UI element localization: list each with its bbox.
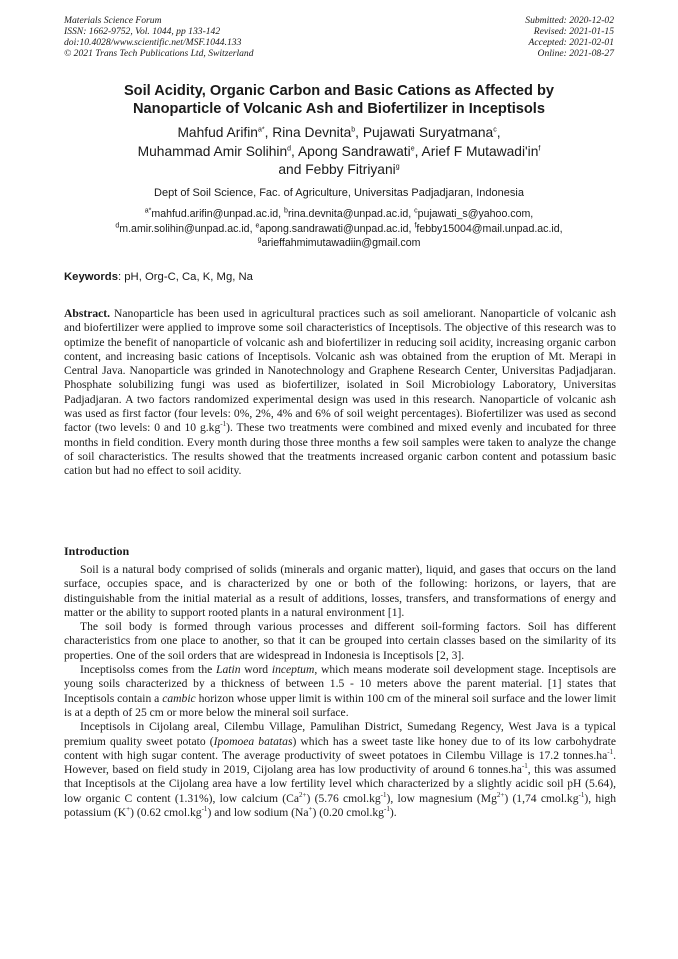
superscript: -1 — [607, 748, 614, 756]
paragraph: Soil is a natural body comprised of solids (minerals and organic matter), liquid, and gases that occurs on the land surface, occupies space, and is characterized by one or both of the following: horizons, or layers, that are distinguishable from the initial material as a result of additions, losses, transfers, and transformations of energy and matter or the ability to support rooted plants in a natural environment [1]. — [64, 563, 616, 619]
email-mark: b — [284, 207, 288, 215]
paragraph — [64, 720, 616, 820]
keywords-label: Keywords — [64, 271, 118, 283]
text-run: word — [240, 663, 272, 677]
superscript: -1 — [380, 790, 387, 799]
email-mark: e — [255, 221, 260, 229]
abstract-text: ). These two treatments were combined and mixed evenly and incubated for three months in field condition. Every month during those three months a few soil samples were taken to analyze the change of soil characteristics. The results showed that the treatments increased organic carbon content and potassium basic cation but had no effect to soil acidity. — [64, 421, 617, 478]
email-mark: c — [414, 207, 418, 215]
superscript: + — [308, 805, 313, 814]
paper-title — [40, 82, 638, 118]
author-mark: c — [493, 126, 497, 134]
email-line-3 — [40, 236, 638, 251]
date-online: Online: 2021-08-27 — [537, 48, 614, 59]
email-address[interactable]: apong.sandrawati@unpad.ac.id — [259, 222, 409, 235]
journal-name: Materials Science Forum — [64, 15, 162, 26]
author-mark: f — [538, 144, 541, 152]
journal-copyright: © 2021 Trans Tech Publications Ltd, Switzerland — [64, 48, 254, 59]
text-run: horizon whose upper limit is within 100 cm of the mineral soil surface and the lower limit is at a depth of 25 cm or more below the mineral soil surface. — [64, 691, 616, 719]
superscript: 2+ — [299, 790, 307, 799]
text-run: Inceptisols in Cijolang areal, Cilembu Village, Pamulihan District, Sumedang Regency, West Java is a typical premium quality sweet potato ( — [64, 720, 616, 748]
superscript: -1 — [201, 805, 208, 814]
email-address[interactable]: m.amir.solihin@unpad.ac.id — [119, 222, 250, 235]
text-run: Inceptisolss comes from the — [80, 663, 217, 677]
author-name: Rina Devnita — [272, 125, 352, 140]
author-name: Muhammad Amir Solihin — [137, 143, 288, 159]
author-separator: , — [355, 125, 363, 140]
author-mark: g — [395, 163, 400, 171]
abstract-text: Nanoparticle has been used in agricultural practices such as soil ameliorant. Nanoparticle of volcanic ash and biofertilizer were applied to improve some soil characteristics of Inceptisols. The objective of this research was to optimize the benefit of nanoparticle of volcanic ash and biofertilizer in reducing soil acidity, increasing organic carbon content, and increasing basic cations of Inceptisols. Volcanic ash was obtained from the eruption of Mt. Merapi in Central Java. Nanoparticle was grinded in Nanotechnology and Graphene Research Center, Universitas Padjadjaran. Phosphate solubilizing fungi was used as biofertilizer, isolated in Soil Microbiology Laboratory, Universitas Padjadjaran. A two factors randomized experimental design was used in this research. Nanoparticle of volcanic ash was used as first factor (four levels: 0%, 2%, 4% and 6% of soil weight percentages). Biofertilizer was used as second factor (two levels: 0 and 10 g.kg — [64, 307, 616, 435]
author-list — [40, 124, 638, 180]
title-line-1: Soil Acidity, Organic Carbon and Basic Cations as Affected by — [123, 83, 555, 99]
author-name: Pujawati Suryatmana — [362, 125, 494, 140]
email-line-2: $^d$m.amir.solihin@unpad.ac.id, $^e$apong.sandrawati@unpad.ac.id, $^f$febby15004@mail.unpad.ac.id, — [115, 221, 563, 235]
author-mark: d — [287, 144, 292, 152]
text-run: , which means moderate soil development stage. Inceptisols are young soils characterized by a thickness of between 1.5 - 10 meters above the parent material. [1] states that Inceptisols contain a — [64, 663, 617, 705]
keywords-text: : pH, Org-C, Ca, K, Mg, Na — [118, 271, 253, 283]
email-mark: d — [115, 221, 120, 229]
text-run: ), low magnesium (Mg — [386, 791, 497, 805]
date-submitted: Submitted: 2020-12-02 — [525, 15, 614, 26]
author-and: and — [278, 162, 306, 177]
text-run: ), high potassium (K — [64, 791, 617, 820]
text-run: . However, based on field study in 2019, Cijolang area has low productivity of around 6 tonnes.ha — [64, 748, 616, 777]
author-separator: , — [291, 143, 298, 159]
superscript: + — [126, 805, 131, 814]
author-name: Apong Sandrawati — [297, 143, 411, 159]
superscript: 2+ — [496, 790, 505, 799]
email-address[interactable]: arieffahmimutawadiin@gmail.com — [261, 237, 421, 249]
author-name: Febby Fitriyani — [305, 162, 396, 177]
abstract-label: Abstract. — [64, 307, 111, 320]
author-line-1 — [40, 124, 638, 143]
email-mark: g — [257, 236, 262, 244]
keywords — [64, 270, 616, 284]
author-mark: b — [351, 126, 356, 134]
author-name: Mahfud Arifin — [177, 125, 258, 140]
introduction-body — [64, 563, 616, 820]
date-revised: Revised: 2021-01-15 — [533, 26, 614, 37]
author-separator: , — [264, 125, 273, 140]
email-mark: a* — [144, 207, 152, 215]
journal-doi[interactable]: doi:10.4028/www.scientific.net/MSF.1044.133 — [64, 37, 242, 48]
journal-info — [64, 15, 254, 59]
text-run: ) which has a sweet taste like honey due to of its low carbohydrate content with high sugar content. The average productivity of sweet potatoes in Cilembu Village is 17.2 tonnes.ha — [64, 734, 617, 762]
text-run: ) (0.62 cmol.kg — [130, 806, 202, 820]
superscript: -1 — [521, 762, 528, 771]
author-mark: e — [410, 144, 415, 152]
text-run: ) (5.76 cmol.kg — [306, 791, 381, 805]
author-separator: , — [496, 125, 501, 140]
email-address[interactable]: rina.devnita@unpad.ac.id — [287, 208, 409, 220]
section-heading-introduction: Introduction — [64, 544, 130, 558]
italic-term: Latin — [216, 663, 241, 677]
italic-term: cambic — [162, 691, 196, 705]
journal-issn: ISSN: 1662-9752, Vol. 1044, pp 133-142 — [64, 26, 221, 37]
title-line-2: Nanoparticle of Volcanic Ash and Biofertilizer in Inceptisols — [133, 101, 545, 117]
text-run: ) and low sodium (Na — [207, 806, 309, 820]
italic-term: Ipomoea batatas — [213, 734, 293, 748]
text-run: ) (1,74 cmol.kg — [504, 791, 579, 805]
email-list — [40, 207, 638, 251]
publication-dates — [525, 15, 614, 59]
paragraph: The soil body is formed through various processes and different soil-forming factors. Soil has different characteristics from one place to another, so that it can be grouped into certain classes based on the similarity of its properties. One of the soil orders that are widespread in Indonesia is Inceptisols [2, 3]. — [64, 620, 616, 662]
abstract — [64, 307, 616, 479]
author-mark: a* — [257, 126, 265, 134]
superscript: -1 — [578, 790, 585, 799]
text-run: , this was assumed that Inceptisols at the Cijolang area have a low fertility level which characterized by a slightly acidic soil pH (5.64), low organic C content (1.31%), low calcium (Ca — [64, 763, 616, 805]
affiliation: Dept of Soil Science, Fac. of Agriculture, Universitas Padjadjaran, Indonesia — [154, 187, 524, 199]
email-address[interactable]: mahfud.arifin@unpad.ac.id — [151, 208, 279, 220]
email-address[interactable]: febby15004@mail.unpad.ac.id — [416, 222, 560, 235]
text-run: ). — [389, 806, 397, 820]
superscript: -1 — [383, 805, 390, 814]
author-line-3 — [40, 161, 638, 180]
email-mark: f — [414, 221, 417, 229]
abstract-sup: -1 — [220, 420, 227, 429]
text-run: ) (0.20 cmol.kg — [312, 806, 384, 820]
italic-term: inceptum — [271, 663, 315, 677]
date-accepted: Accepted: 2021-02-01 — [528, 37, 614, 48]
author-separator: , — [414, 143, 422, 159]
email-address[interactable]: pujawati_s@yahoo.com — [417, 208, 531, 220]
email-line-1: $^{a*}$mahfud.arifin@unpad.ac.id, $^b$rina.devnita@unpad.ac.id, $^c$pujawati_s@yahoo.com, — [144, 207, 534, 220]
author-name: Arief F Mutawadi'in — [421, 143, 539, 159]
author-line-2 — [40, 143, 638, 162]
paragraph — [64, 663, 616, 720]
